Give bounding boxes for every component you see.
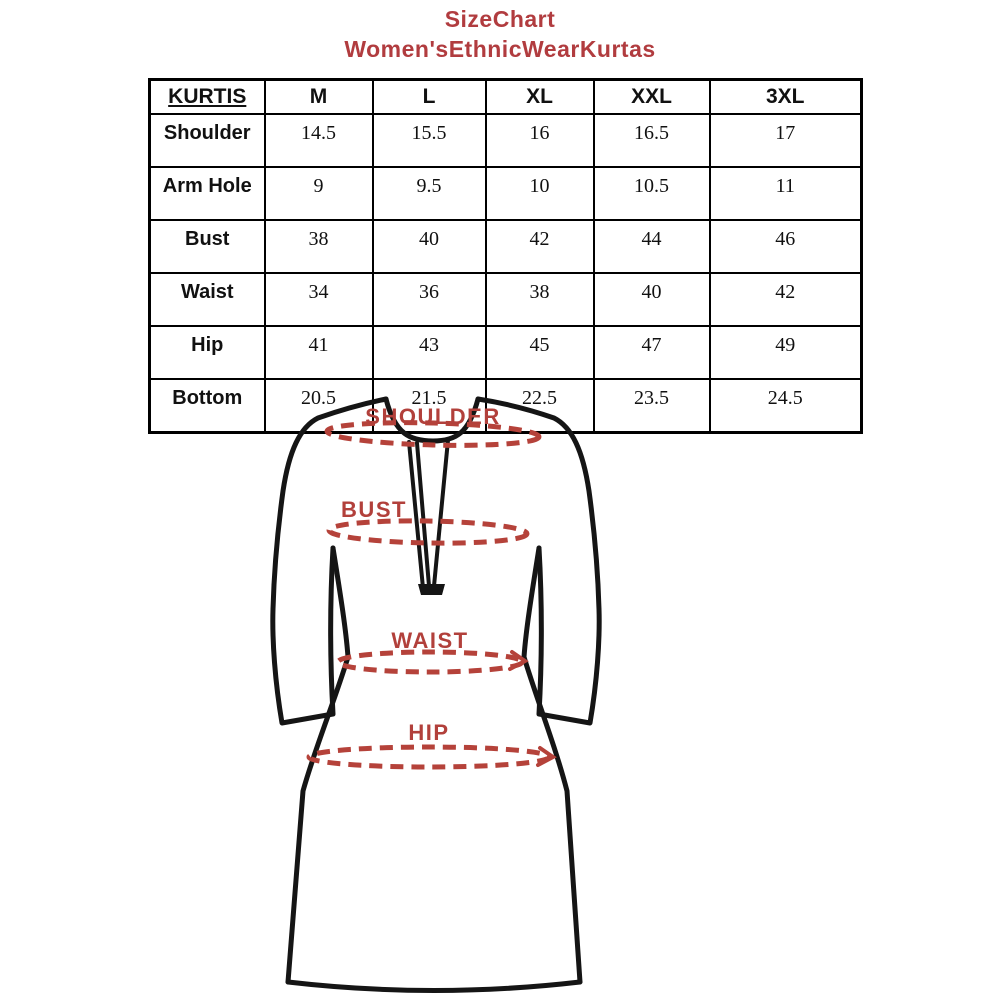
row-label-hip: Hip (150, 326, 265, 379)
cell-value: 10 (486, 167, 594, 220)
cell-value: 43 (373, 326, 486, 379)
cell-value: 49 (710, 326, 862, 379)
table-row (150, 326, 862, 379)
table-row (150, 167, 862, 220)
cell-value: 36 (373, 273, 486, 326)
title-line-2: Women'sEthnicWearKurtas (344, 36, 656, 62)
cell-value: 16 (486, 114, 594, 167)
row-label-waist: Waist (150, 273, 265, 326)
cell-value: 14.5 (265, 114, 373, 167)
cell-value: 11 (710, 167, 862, 220)
column-header-l: L (373, 80, 486, 115)
waist-measure-ellipse (338, 652, 522, 672)
hip-arrow-icon (538, 748, 553, 765)
cell-value: 47 (594, 326, 710, 379)
table-row (150, 273, 862, 326)
table-row (150, 220, 862, 273)
cell-value: 41 (265, 326, 373, 379)
cell-value: 9.5 (373, 167, 486, 220)
cell-value: 38 (265, 220, 373, 273)
cell-value: 15.5 (373, 114, 486, 167)
table-row (150, 114, 862, 167)
cell-value: 42 (710, 273, 862, 326)
table-header-row (150, 80, 862, 115)
hip-measure-ellipse (309, 747, 549, 767)
title-line-1: SizeChart (444, 6, 556, 32)
cell-value: 44 (594, 220, 710, 273)
cell-value: 9 (265, 167, 373, 220)
column-header-xl: XL (486, 80, 594, 115)
kurta-measurement-diagram (240, 385, 620, 1000)
cell-value: 40 (594, 273, 710, 326)
cell-value: 38 (486, 273, 594, 326)
size-table (148, 78, 863, 434)
cell-value: 40 (373, 220, 486, 273)
cell-value: 22.5 (486, 379, 594, 433)
diagram-label-shoulder: SHOULDER (365, 404, 501, 429)
cell-value: 21.5 (373, 379, 486, 433)
cell-value: 16.5 (594, 114, 710, 167)
diagram-label-bust: BUST (341, 497, 407, 522)
cell-value: 46 (710, 220, 862, 273)
cell-value: 34 (265, 273, 373, 326)
row-label-bottom: Bottom (150, 379, 265, 433)
column-header-kurtis: KURTIS (150, 80, 265, 115)
row-label-arm-hole: Arm Hole (150, 167, 265, 220)
column-header-xxl: XXL (594, 80, 710, 115)
cell-value: 24.5 (710, 379, 862, 433)
cell-value: 17 (710, 114, 862, 167)
kurta-outline-icon (273, 399, 599, 991)
row-label-shoulder: Shoulder (150, 114, 265, 167)
row-label-bust: Bust (150, 220, 265, 273)
column-header-m: M (265, 80, 373, 115)
cell-value: 42 (486, 220, 594, 273)
bust-measure-ellipse (329, 519, 527, 544)
cell-value: 23.5 (594, 379, 710, 433)
cell-value: 10.5 (594, 167, 710, 220)
column-header-3xl: 3XL (710, 80, 862, 115)
diagram-label-waist: WAIST (391, 628, 469, 653)
diagram-label-hip: HIP (408, 720, 450, 745)
cell-value: 45 (486, 326, 594, 379)
page-title (0, 4, 1000, 64)
cell-value: 20.5 (265, 379, 373, 433)
